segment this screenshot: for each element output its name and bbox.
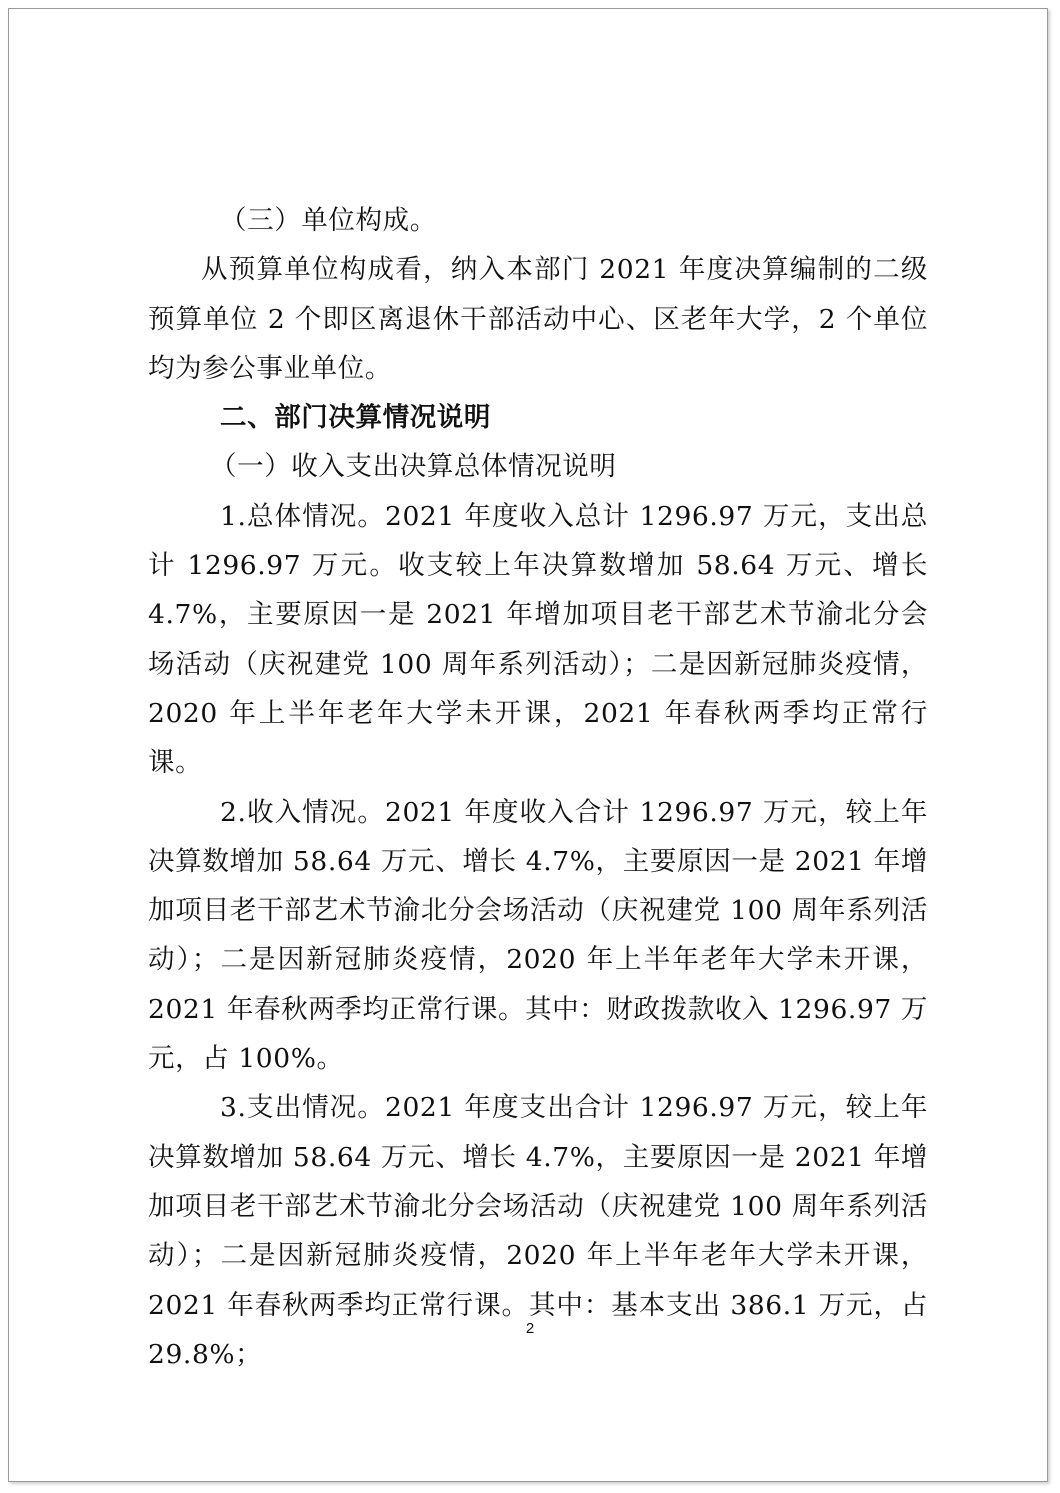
- part-two-heading: 二、部门决算情况说明: [220, 402, 491, 434]
- unit-paragraph: 从预算单位构成看，纳入本部门 2021 年度决算编制的二级预算单位 2 个即区离退休干部活动中心、区老年大学，2 个单位均为参公事业单位。: [148, 254, 928, 384]
- document-body: [148, 196, 928, 1379]
- section-unit-title: （三）单位构成。: [220, 205, 437, 236]
- sub-heading-one: （一）收入支出决算总体情况说明: [210, 451, 617, 483]
- overall-paragraph: 1.总体情况。2021 年度收入总计 1296.97 万元，支出总计 1296.97 万元。收支较上年决算数增加 58.64 万元、增长 4.7%，主要原因一是 2021 年增加项目老干部艺术节渝北分会场活动（庆祝建党 100 周年系列活动）；二是因新冠肺炎疫情，2020 年上半年老年大学未开课，2021 年春秋两季均正常行课。: [148, 500, 928, 779]
- income-paragraph: 2.收入情况。2021 年度收入合计 1296.97 万元，较上年决算数增加 58.64 万元、增长 4.7%，主要原因一是 2021 年增加项目老干部艺术节渝北分会场活动（庆祝建党 100 周年系列活动）；二是因新冠肺炎疫情，2020 年上半年老年大学未开课，2021 年春秋两季均正常行课。其中：财政拨款收入 1296.97 万元，占 100%。: [148, 796, 928, 1075]
- page-number: 2: [525, 1320, 535, 1337]
- expense-paragraph: 3.支出情况。2021 年度支出合计 1296.97 万元，较上年决算数增加 58.64 万元、增长 4.7%，主要原因一是 2021 年增加项目老干部艺术节渝北分会场活动（庆祝建党 100 周年系列活动）；二是因新冠肺炎疫情，2020 年上半年老年大学未开课，2021 年春秋两季均正常行课。其中：基本支出 386.1 万元，占 29.8%；: [148, 1092, 928, 1370]
